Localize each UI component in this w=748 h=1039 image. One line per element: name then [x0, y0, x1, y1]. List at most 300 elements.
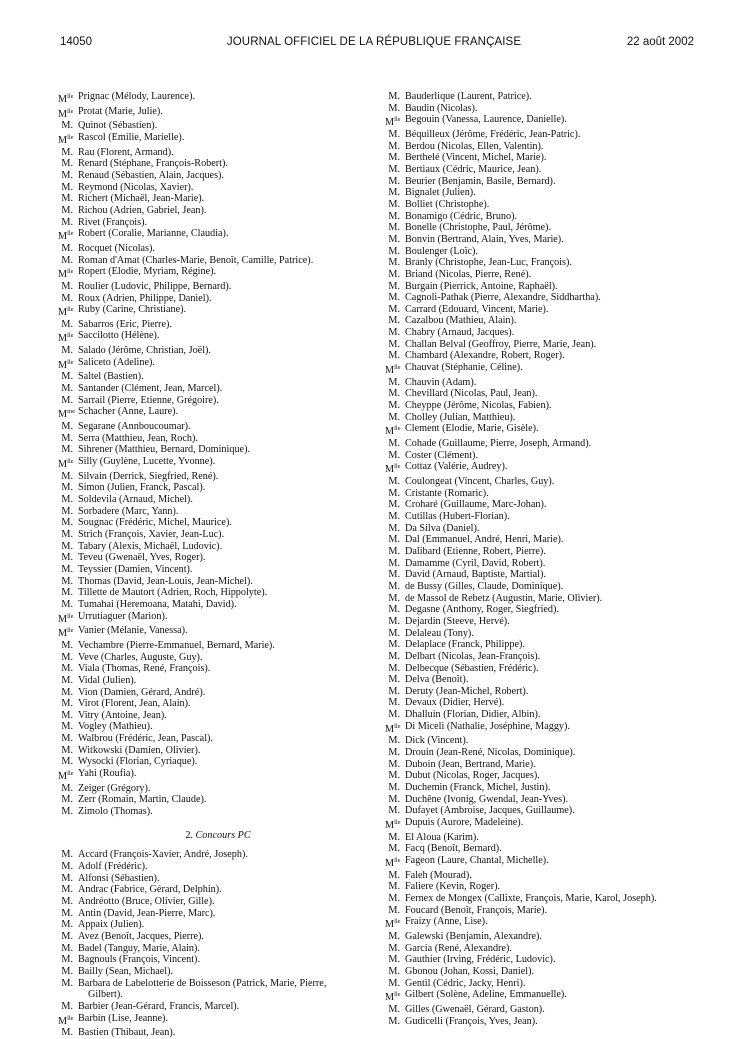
title-prefix: $M^{lle}$ — [385, 857, 401, 869]
person-name: Chabry (Arnaud, Jacques). — [405, 327, 515, 339]
list-item — [58, 931, 378, 943]
title-prefix: M. — [61, 216, 73, 228]
person-name: Sihrener (Matthieu, Bernard, Dominique). — [78, 444, 251, 456]
person-name: Tabary (Alexis, Michaël, Ludovic). — [78, 540, 223, 552]
title-prefix: M. — [388, 175, 400, 187]
list-item — [58, 611, 378, 626]
person-name: Delbart (Nicolas, Jean-François). — [405, 650, 541, 662]
person-name: Damamme (Cyril, David, Robert). — [405, 557, 546, 569]
person-name: Silly (Guylène, Lucette, Yvonne). — [78, 456, 216, 468]
person-name: Andrac (Fabrice, Gérard, Delphin). — [78, 884, 222, 896]
title-prefix: M. — [388, 793, 400, 805]
title-prefix: $M^{me}$ — [58, 408, 76, 421]
person-name: Gbonou (Johan, Kossi, Daniel). — [405, 965, 535, 977]
person-name: Galewski (Benjamin, Alexandre). — [405, 930, 542, 942]
person-name: Foucard (Benoît, François, Marie). — [405, 904, 548, 916]
person-name: Dick (Vincent). — [405, 735, 469, 747]
person-name: Strich (François, Xavier, Jean-Luc). — [78, 528, 225, 540]
person-name: Dalibard (Etienne, Robert, Pierre). — [405, 545, 546, 557]
person-name: Vanier (Mélanie, Vanessa). — [78, 625, 188, 637]
list-item — [385, 362, 705, 377]
person-name: Alfonsi (Sébastien). — [78, 872, 160, 884]
person-name: Bignalet (Julien). — [405, 187, 476, 199]
title-prefix: M. — [61, 494, 73, 505]
title-prefix: M. — [61, 204, 73, 216]
person-name: Drouin (Jean-René, Nicolas, Dominique). — [405, 747, 576, 759]
title-prefix: M. — [388, 534, 400, 546]
list-item — [58, 158, 378, 170]
list-item — [385, 257, 705, 269]
title-prefix: M. — [388, 709, 400, 721]
title-prefix: M. — [388, 758, 400, 770]
person-name: Croharé (Guillaume, Marc-Johan). — [405, 499, 547, 511]
list-item — [58, 873, 378, 885]
list-item — [58, 599, 378, 611]
list-item — [58, 529, 378, 541]
list-item — [58, 471, 378, 483]
title-prefix: M. — [388, 476, 400, 487]
person-name: Delva (Benoît). — [405, 674, 469, 686]
person-name: Accard (François-Xavier, André, Joseph). — [78, 849, 248, 861]
title-prefix: M. — [388, 338, 400, 350]
list-item — [385, 893, 705, 905]
list-item — [385, 639, 705, 651]
list-item — [58, 908, 378, 920]
person-name: Prignac (Mélody, Laurence). — [78, 91, 196, 102]
list-item — [385, 616, 705, 628]
list-item — [385, 759, 705, 771]
person-name: Bonelle (Christophe, Paul, Jérôme). — [405, 222, 551, 234]
list-item — [58, 733, 378, 745]
list-item — [58, 576, 378, 588]
title-prefix: $M^{lle}$ — [58, 612, 74, 625]
section-number: 2. — [185, 829, 193, 841]
person-name: Adolf (Frédéric). — [78, 861, 148, 873]
person-name: Walbrou (Frédéric, Jean, Pascal). — [78, 733, 213, 745]
title-prefix: $M^{lle}$ — [385, 116, 401, 129]
title-prefix: M. — [61, 517, 73, 529]
person-name: Roman d'Amat (Charles-Marie, Benoît, Camille, Patrice). — [78, 254, 314, 266]
person-name: Simon (Julien, Franck, Pascal). — [78, 482, 206, 494]
list-item — [58, 228, 378, 243]
person-name: Facq (Benoît, Bernard). — [405, 843, 502, 855]
title-prefix: M. — [388, 650, 400, 662]
title-prefix: M. — [61, 146, 73, 158]
list-item — [58, 330, 378, 345]
list-item — [58, 293, 378, 305]
title-prefix: M. — [61, 896, 73, 907]
list-item — [58, 395, 378, 407]
person-name: Reymond (Nicolas, Xavier). — [78, 181, 194, 193]
list-item — [385, 663, 705, 675]
title-prefix: $M^{lle}$ — [58, 107, 74, 120]
list-item — [58, 675, 378, 687]
title-prefix: M. — [61, 674, 73, 686]
person-name: Challan Belval (Geoffroy, Pierre, Marie, Jean). — [405, 338, 597, 350]
list-item — [385, 141, 705, 153]
person-name: Chauvat (Stéphanie, Céline). — [405, 362, 523, 374]
list-item — [385, 931, 705, 943]
title-prefix: M. — [388, 930, 400, 942]
list-item — [385, 292, 705, 304]
title-prefix: $M^{lle}$ — [385, 364, 401, 377]
person-name: Tumahai (Heremoana, Matahi, David). — [78, 598, 237, 610]
title-prefix: M. — [388, 674, 400, 686]
list-item — [385, 916, 705, 931]
title-prefix: M. — [61, 254, 73, 266]
title-prefix: M. — [388, 388, 400, 400]
list-item — [58, 91, 378, 106]
title-prefix: M. — [388, 102, 400, 114]
title-prefix: M. — [388, 954, 400, 966]
list-item — [58, 768, 378, 783]
list-item — [385, 558, 705, 570]
person-name: Coster (Clément). — [405, 449, 478, 461]
person-name: Vidal (Julien). — [78, 674, 137, 686]
person-name: Zeiger (Grégory). — [78, 782, 151, 794]
person-name: David (Arnaud, Baptiste, Martial). — [405, 569, 546, 581]
list-item — [58, 1001, 378, 1013]
person-name: Barbara de Labelotterie de Boisseson (Patrick, Marie, Pierre, — [78, 977, 327, 989]
title-prefix: M. — [388, 697, 400, 709]
person-name: Faleh (Mourad). — [405, 869, 472, 881]
person-name: Yahi (Roufia). — [78, 768, 137, 780]
person-name: Burgain (Pierrick, Antoine, Raphaël). — [405, 280, 558, 292]
person-name: Garcia (René, Alexandre). — [405, 942, 512, 954]
title-prefix: M. — [388, 222, 400, 234]
person-name: Saccilotto (Hélène). — [78, 330, 160, 342]
person-name: Boulenger (Loïc). — [405, 245, 478, 257]
person-name: Fraizy (Anne, Lise). — [405, 916, 488, 928]
list-item — [385, 674, 705, 686]
person-name: Bastien (Thibaut, Jean). — [78, 1027, 176, 1039]
title-prefix: M. — [61, 782, 73, 794]
person-name: Berthelé (Vincent, Michel, Marie). — [405, 152, 547, 164]
title-prefix: M. — [61, 794, 73, 806]
list-item — [58, 281, 378, 293]
title-prefix: M. — [388, 438, 400, 450]
list-item — [58, 954, 378, 966]
section-title: Concours PC — [195, 829, 251, 841]
title-prefix: M. — [61, 181, 73, 193]
person-name: El Aloua (Karim). — [405, 831, 479, 843]
title-prefix: M. — [61, 169, 73, 181]
list-item — [385, 905, 705, 917]
list-item — [385, 523, 705, 535]
list-item — [385, 855, 705, 870]
list-item — [385, 114, 705, 129]
title-prefix: M. — [388, 411, 400, 423]
title-prefix: M. — [388, 376, 400, 388]
list-item — [385, 461, 705, 476]
list-item — [58, 896, 378, 908]
title-prefix: M. — [61, 318, 73, 330]
person-name: Vechambre (Pierre-Emmanuel, Bernard, Marie). — [78, 639, 275, 651]
list-item — [58, 243, 378, 255]
person-name: Urrutiaguer (Marion). — [78, 610, 168, 622]
title-prefix: M. — [61, 432, 73, 444]
title-prefix: M. — [61, 942, 73, 954]
person-name: Rascol (Emilie, Marielle). — [78, 131, 185, 143]
title-prefix: M. — [61, 444, 73, 456]
title-prefix: M. — [388, 1015, 400, 1027]
person-name: Duchêne (Ivonig, Gwendal, Jean-Yves). — [405, 793, 569, 805]
title-prefix: M. — [61, 698, 73, 710]
person-name: Dejardin (Steeve, Hervé). — [405, 615, 510, 627]
list-item — [385, 735, 705, 747]
list-item — [385, 304, 705, 316]
title-prefix: M. — [388, 400, 400, 412]
list-item — [58, 587, 378, 599]
person-name: Ruby (Carine, Christiane). — [78, 304, 187, 316]
list-item — [58, 640, 378, 652]
person-name: Wysocki (Florian, Cyriaque). — [78, 756, 198, 768]
list-item — [58, 884, 378, 896]
list-item — [385, 978, 705, 990]
title-prefix: M. — [388, 977, 400, 989]
list-item — [385, 686, 705, 698]
person-name: Dal (Emmanuel, André, Henri, Marie). — [405, 534, 564, 546]
list-item — [385, 954, 705, 966]
person-name: Thomas (David, Jean-Louis, Jean-Michel). — [78, 575, 253, 587]
person-name: Delaplace (Franck, Philippe). — [405, 639, 525, 651]
title-prefix: M. — [61, 651, 73, 663]
person-name: Gilbert (Solène, Adeline, Emmanuelle). — [405, 989, 567, 1001]
title-prefix: M. — [61, 756, 73, 768]
list-item — [385, 511, 705, 523]
person-name: Segarane (Annboucoumar). — [78, 421, 191, 433]
list-item — [385, 350, 705, 362]
person-name: de Bussy (Gilles, Claude, Dominique). — [405, 580, 564, 592]
title-prefix: M. — [61, 733, 73, 745]
title-prefix: M. — [388, 510, 400, 522]
title-prefix: M. — [388, 685, 400, 697]
person-name: Santander (Clément, Jean, Marcel). — [78, 383, 223, 395]
person-name: Beurier (Benjamin, Basile, Bernard). — [405, 175, 556, 187]
list-item — [385, 593, 705, 605]
person-name: Berdou (Nicolas, Ellen, Valentin). — [405, 140, 544, 152]
title-prefix: M. — [388, 303, 400, 315]
list-item — [58, 652, 378, 664]
person-name: Gudicelli (François, Yves, Jean). — [405, 1015, 538, 1027]
person-name: Duchemin (Franck, Michel, Justin). — [405, 782, 551, 794]
title-prefix: M. — [388, 210, 400, 222]
title-prefix: M. — [61, 540, 73, 552]
person-name: Protat (Marie, Julie). — [78, 105, 163, 117]
list-item — [385, 1016, 705, 1028]
title-prefix: M. — [61, 907, 73, 919]
title-prefix: M. — [388, 350, 400, 362]
list-item — [58, 625, 378, 640]
name-list-concours-pc — [58, 849, 378, 1039]
person-name: Gilles (Gwenaël, Gérard, Gaston). — [405, 1003, 545, 1015]
list-item — [385, 989, 705, 1004]
list-item — [58, 371, 378, 383]
person-name: Cottaz (Valérie, Audrey). — [405, 461, 508, 473]
title-prefix: M. — [388, 487, 400, 499]
title-prefix: M. — [61, 563, 73, 575]
person-name: Silvain (Derrick, Siegfried, René). — [78, 470, 219, 482]
title-prefix: M. — [61, 552, 73, 564]
title-prefix: M. — [388, 163, 400, 175]
list-item — [58, 783, 378, 795]
title-prefix: M. — [388, 198, 400, 210]
title-prefix: M. — [388, 245, 400, 257]
person-name: Teveu (Gwenaël, Yves, Roger). — [78, 552, 206, 564]
title-prefix: M. — [388, 315, 400, 327]
person-name: Zerr (Romain, Martin, Claude). — [78, 794, 207, 806]
title-prefix: M. — [388, 639, 400, 651]
title-prefix: M. — [388, 499, 400, 511]
title-prefix: M. — [388, 805, 400, 817]
person-name: Fernex de Mongex (Callixte, François, Marie, Karol, Joseph). — [405, 892, 657, 904]
title-prefix: M. — [388, 580, 400, 592]
list-item — [385, 152, 705, 164]
title-prefix: $M^{lle}$ — [385, 991, 401, 1004]
title-prefix: M. — [388, 128, 400, 140]
list-item — [385, 870, 705, 882]
title-prefix: M. — [388, 257, 400, 269]
title-prefix: M. — [61, 575, 73, 587]
person-name: Degasne (Anthony, Roger, Siegfried). — [405, 604, 559, 616]
person-name: Baudin (Nicolas). — [405, 102, 478, 114]
list-item — [58, 1027, 378, 1039]
title-prefix: M. — [388, 615, 400, 627]
person-name: Robert (Coralie, Marianne, Claudia). — [78, 228, 229, 240]
person-name: Cohade (Guillaume, Pierre, Joseph, Armand). — [405, 438, 592, 450]
title-prefix: $M^{lle}$ — [58, 133, 74, 146]
person-name: Bagnouls (François, Vincent). — [78, 954, 200, 966]
title-prefix: M. — [388, 627, 400, 639]
right-column — [385, 91, 705, 1027]
person-name: Da Silva (Daniel). — [405, 522, 480, 534]
title-prefix: M. — [61, 663, 73, 675]
title-prefix: M. — [61, 884, 73, 896]
list-item — [385, 377, 705, 389]
person-name: Dupuis (Aurore, Madeleine). — [405, 817, 524, 829]
list-item — [385, 546, 705, 558]
title-prefix: $M^{lle}$ — [58, 230, 74, 243]
list-item — [58, 357, 378, 372]
title-prefix: M. — [388, 831, 400, 843]
person-name: Vion (Damien, Gérard, André). — [78, 686, 206, 698]
title-prefix: M. — [388, 1003, 400, 1015]
title-prefix: M. — [61, 861, 73, 873]
list-item — [385, 327, 705, 339]
person-name: Vitry (Antoine, Jean). — [78, 709, 167, 721]
person-name: Renaud (Sébastien, Alain, Jacques). — [78, 169, 224, 181]
list-item — [58, 120, 378, 132]
title-prefix: M. — [388, 91, 400, 102]
person-name: Ropert (Elodie, Myriam, Régine). — [78, 266, 217, 278]
list-item — [385, 412, 705, 424]
person-name: Virot (Florent, Jean, Alain). — [78, 698, 191, 710]
person-name: Bonvin (Bertrand, Alain, Yves, Marie). — [405, 233, 564, 245]
list-item — [58, 943, 378, 955]
list-item — [58, 266, 378, 281]
title-prefix: M. — [388, 604, 400, 616]
title-prefix: M. — [61, 1000, 73, 1012]
person-name: Richou (Adrien, Gabriel, Jean). — [78, 204, 207, 216]
person-name: de Massol de Rebetz (Augustin, Marie, Olivier). — [405, 592, 603, 604]
title-prefix: M. — [61, 371, 73, 383]
title-prefix: M. — [388, 782, 400, 794]
list-item — [58, 849, 378, 861]
name-list-left — [58, 91, 378, 818]
person-name: Delbecque (Sébastien, Frédéric). — [405, 662, 539, 674]
list-item — [385, 782, 705, 794]
person-name: Rocquet (Nicolas). — [78, 242, 155, 254]
title-prefix: M. — [61, 686, 73, 698]
list-item — [58, 541, 378, 553]
list-item — [385, 281, 705, 293]
title-prefix: M. — [61, 977, 73, 989]
person-name: Cristante (Romaric). — [405, 487, 489, 499]
list-item — [385, 881, 705, 893]
list-item — [385, 246, 705, 258]
title-prefix: M. — [388, 904, 400, 916]
list-item — [58, 687, 378, 699]
person-name: Barbier (Jean-Gérard, Francis, Marcel). — [78, 1000, 240, 1012]
title-prefix: M. — [388, 327, 400, 339]
person-name: Veve (Charles, Auguste, Guy). — [78, 651, 203, 663]
title-prefix: M. — [388, 881, 400, 893]
list-item — [58, 106, 378, 121]
person-name: Cutillas (Hubert-Florian). — [405, 510, 510, 522]
list-item-continuation: Gilbert). — [88, 989, 123, 1001]
person-name: Deruty (Jean-Michel, Robert). — [405, 685, 529, 697]
title-prefix: M. — [61, 345, 73, 357]
list-item — [58, 564, 378, 576]
title-prefix: M. — [61, 482, 73, 494]
list-item — [58, 517, 378, 529]
title-prefix: M. — [61, 242, 73, 254]
title-prefix: M. — [61, 598, 73, 610]
title-prefix: M. — [61, 639, 73, 651]
person-name: Cheyppe (Jérôme, Nicolas, Fabien). — [405, 400, 552, 412]
person-name: Rivet (François). — [78, 216, 148, 228]
person-name: Béquilleux (Jérôme, Frédéric, Jean-Patric). — [405, 128, 581, 140]
title-prefix: $M^{lle}$ — [58, 306, 74, 319]
section-heading — [58, 830, 378, 842]
person-name: Bolliet (Christophe). — [405, 198, 490, 210]
title-prefix: M. — [61, 721, 73, 733]
list-item — [385, 315, 705, 327]
title-prefix: M. — [61, 505, 73, 517]
title-prefix: M. — [61, 383, 73, 395]
person-name: Dubut (Nicolas, Roger, Jacques). — [405, 770, 540, 782]
title-prefix: $M^{lle}$ — [58, 1014, 74, 1027]
person-name: Bailly (Sean, Michael). — [78, 965, 174, 977]
list-item — [385, 534, 705, 546]
list-item — [385, 423, 705, 438]
list-item — [58, 919, 378, 931]
title-prefix: $M^{lle}$ — [385, 819, 401, 832]
list-item — [58, 663, 378, 675]
list-item — [58, 433, 378, 445]
list-item — [58, 698, 378, 710]
title-prefix: M. — [61, 120, 73, 132]
list-item — [58, 304, 378, 319]
person-name: Chevillard (Nicolas, Paul, Jean). — [405, 388, 538, 400]
title-prefix: M. — [61, 158, 73, 170]
list-item — [58, 966, 378, 978]
list-item — [385, 628, 705, 640]
title-prefix: $M^{lle}$ — [385, 463, 401, 476]
list-item — [385, 176, 705, 188]
title-prefix: M. — [388, 735, 400, 747]
person-name: Tillette de Mautort (Adrien, Roch, Hippolyte). — [78, 587, 268, 599]
